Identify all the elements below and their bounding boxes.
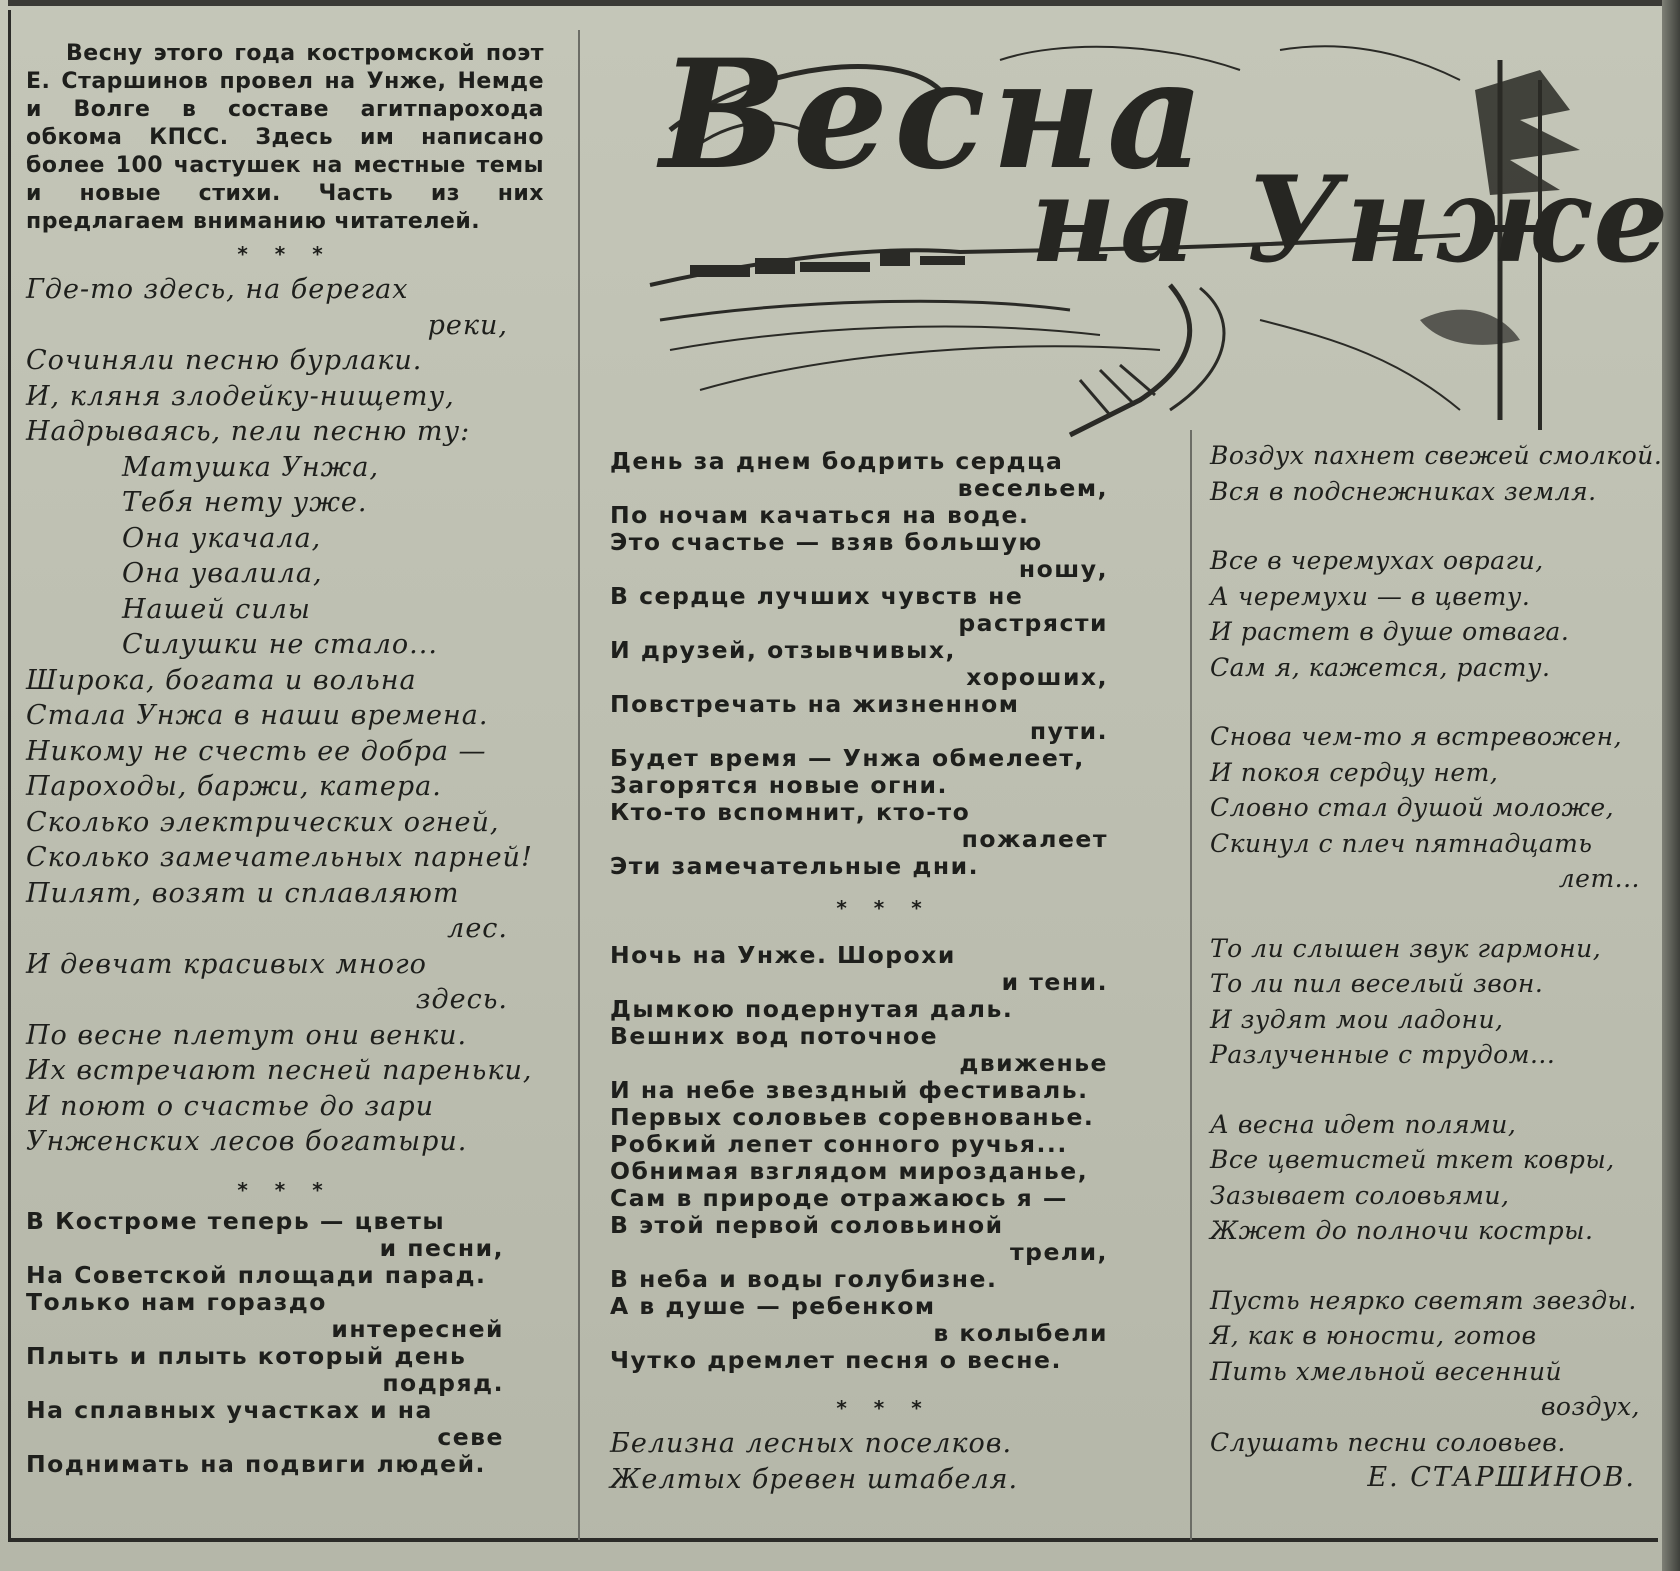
column-divider (578, 30, 580, 1540)
poem-line: Разлученные с трудом... (1210, 1040, 1556, 1069)
stanza-gap (1210, 1249, 1650, 1283)
left-column (26, 40, 544, 1478)
poem-line: Это счастье — взяв большую (610, 528, 1043, 556)
poem-line: И растет в душе отвага. (1210, 617, 1570, 646)
poem-line: Матушка Унжа, (122, 451, 380, 483)
title-line-2: на Унже (1030, 150, 1673, 289)
poem-line: Пароходы, баржи, катера. (26, 771, 442, 802)
poem-line: То ли пил веселый звон. (1210, 969, 1544, 998)
poem-line: В сердце лучших чувств не (610, 582, 1024, 610)
poem-line: Тебя нету уже. (122, 487, 368, 518)
poem-belizna (610, 1426, 1158, 1497)
poem-line: Ночь на Унже. Шорохи (610, 941, 956, 969)
poem-den-za-dnem (610, 448, 1158, 880)
poem-line: и песни, (379, 1233, 504, 1262)
left-border (8, 10, 11, 1540)
poem-line: подряд. (382, 1368, 504, 1397)
poem-line: Обнимая взглядом мирозданье, (610, 1157, 1089, 1185)
poem-line: По ночам качаться на воде. (610, 501, 1030, 529)
poem-line: В неба и воды голубизне. (610, 1265, 998, 1293)
poem-line: Загорятся новые огни. (610, 771, 948, 799)
stanza-gap (1210, 509, 1650, 543)
poem-line: севе (437, 1422, 504, 1451)
stars-separator: * * * (836, 1396, 932, 1420)
poem-line: И, кляня злодейку-нищету, (26, 380, 455, 412)
poem-line: здесь. (415, 984, 508, 1015)
poem-line: воздух, (1540, 1392, 1640, 1421)
poem-line: Зазывает соловьями, (1210, 1180, 1510, 1210)
poem-line: Слушать песни соловьев. (1210, 1427, 1566, 1457)
poem-line: Она укачала, (122, 522, 322, 554)
poem-line: Она увалила, (122, 558, 323, 589)
poem-line: И девчат красивых много (26, 948, 427, 980)
poem-line: Первых соловьев соревнованье. (610, 1103, 1095, 1131)
stanza-gap (1210, 685, 1650, 719)
poem-line: Вешних вод поточное (610, 1022, 939, 1050)
poem-line: Сам в природе отражаюсь я — (610, 1184, 1068, 1212)
poem-line: И друзей, отзывчивых, (610, 636, 956, 664)
title-line-1: Весна (660, 27, 1211, 203)
poem-line: движенье (959, 1049, 1108, 1077)
poem-line: По весне плетут они венки. (26, 1019, 468, 1051)
poem-line: На Советской площади парад. (26, 1260, 487, 1289)
poem-line: пожалеет (961, 825, 1108, 853)
poem-vozdukh (1210, 438, 1663, 1460)
poem-line: пути. (1029, 717, 1108, 745)
poem-line: растрясти (958, 609, 1108, 637)
top-border (8, 0, 1668, 6)
poem-line: И поют о счастье до зари (26, 1090, 435, 1122)
poem-line: Где-то здесь, на берегах (26, 274, 409, 305)
poem-line: Их встречают песней пареньки, (26, 1055, 533, 1086)
poem-line: Я, как в юности, готов (1210, 1321, 1537, 1350)
poem-line: трели, (1010, 1238, 1108, 1266)
poem-line: Повстречать на жизненном (610, 690, 1020, 718)
poem-line: В этой первой соловьиной (610, 1211, 1004, 1239)
poem-line: хороших, (966, 663, 1108, 691)
poem-line: Сочиняли песню бурлаки. (26, 345, 423, 376)
poem-line: Все в черемухах овраги, (1210, 546, 1544, 575)
poem-line: Вся в подснежниках земля. (1210, 476, 1597, 506)
stars-separator: * * * (836, 896, 932, 920)
poem-line: Снова чем-то я встревожен, (1210, 722, 1623, 751)
poem-line: Воздух пахнет свежей смолкой. (1210, 441, 1663, 470)
poem-line: Пилят, возят и сплавляют (26, 877, 460, 909)
stars-separator: * * * (237, 242, 333, 266)
intro-paragraph: Весну этого года костромской поэт Е. Старшинов провел на Унже, Немде и Волге в составе агитпарохода обкома КПСС. Здесь им написано более 100 частушек на местные темы и новые стихи. Часть из них предлагаем вниманию читателей. (26, 41, 544, 234)
poem-burlaki (26, 272, 544, 1160)
poem-line: Дымкою подернутая даль. (610, 995, 1014, 1023)
poem-line: Словно стал душой моложе, (1210, 793, 1615, 822)
poem-line: Только нам гораздо (26, 1287, 327, 1316)
right-column (1210, 438, 1663, 1493)
poem-line: Сколько замечательных парней! (26, 842, 533, 873)
stanza-gap (1210, 1073, 1650, 1107)
poem-line: Белизна лесных поселков. (610, 1428, 1013, 1459)
poem-line: Кто-то вспомнит, кто-то (610, 798, 971, 826)
poem-line: Широка, богата и вольна (26, 664, 417, 696)
middle-column (610, 448, 1158, 1497)
poem-line: На сплавных участках и на (26, 1395, 433, 1424)
poem-line: Стала Унжа в наши времена. (26, 700, 489, 731)
poem-line: То ли слышен звук гармони, (1210, 933, 1602, 963)
poem-line: Скинул с плеч пятнадцать (1210, 828, 1593, 858)
poem-line: весельем, (957, 474, 1108, 502)
poem-line: Поднимать на подвиги людей. (26, 1449, 486, 1478)
poem-line: ношу, (1018, 555, 1108, 583)
poem-line: И на небе звездный фестиваль. (610, 1076, 1089, 1104)
poem-line: интересней (331, 1314, 504, 1343)
poem-line: в колыбели (933, 1319, 1108, 1347)
poem-line: А в душе — ребенком (610, 1292, 936, 1320)
bottom-border (8, 1538, 1658, 1542)
poem-line: Желтых бревен штабеля. (610, 1463, 1019, 1495)
poem-line: Сколько электрических огней, (26, 806, 500, 838)
poem-line: А весна идет полями, (1210, 1109, 1517, 1139)
poem-line: Пить хмельной весенний (1210, 1356, 1563, 1386)
poem-kostroma (26, 1208, 544, 1478)
poem-line: и тени. (1001, 968, 1108, 996)
poem-line: И покоя сердцу нет, (1210, 757, 1499, 787)
poem-line: Пусть неярко светят звезды. (1210, 1285, 1637, 1315)
stars-separator: * * * (237, 1177, 333, 1202)
poem-line: День за днем бодрить сердца (610, 447, 1064, 475)
poem-line: лес. (447, 913, 508, 944)
poem-line: Сам я, кажется, расту. (1210, 652, 1551, 682)
poem-line: И зудят мои ладони, (1210, 1004, 1504, 1034)
poem-line: Все цветистей ткет ковры, (1210, 1145, 1615, 1174)
poem-line: Жжет до полночи костры. (1210, 1216, 1594, 1245)
poem-line: лет... (1558, 864, 1640, 893)
poem-line: Будет время — Унжа обмелеет, (610, 744, 1085, 772)
poem-line: Никому не счесть ее добра — (26, 735, 487, 767)
poem-line: А черемухи — в цвету. (1210, 581, 1531, 611)
poem-line: В Костроме теперь — цветы (26, 1206, 446, 1235)
poem-line: Унженских лесов богатыри. (26, 1126, 468, 1157)
poem-line: Силушки не стало... (122, 629, 438, 660)
poem-line: Чутко дремлет песня о весне. (610, 1346, 1062, 1374)
column-divider (1190, 430, 1192, 1540)
poem-line: Робкий лепет сонного ручья... (610, 1130, 1068, 1158)
poem-line: Эти замечательные дни. (610, 852, 980, 880)
poem-line: Нашей силы (122, 593, 311, 625)
poem-line: Надрываясь, пели песню ту: (26, 416, 471, 447)
poem-line: реки, (427, 309, 508, 341)
poem-noch-na-unzhe (610, 942, 1158, 1374)
poem-line: Плыть и плыть который день (26, 1341, 467, 1370)
author-signature: Е. СТАРШИНОВ. (1367, 1462, 1636, 1493)
stanza-gap (1210, 897, 1650, 931)
